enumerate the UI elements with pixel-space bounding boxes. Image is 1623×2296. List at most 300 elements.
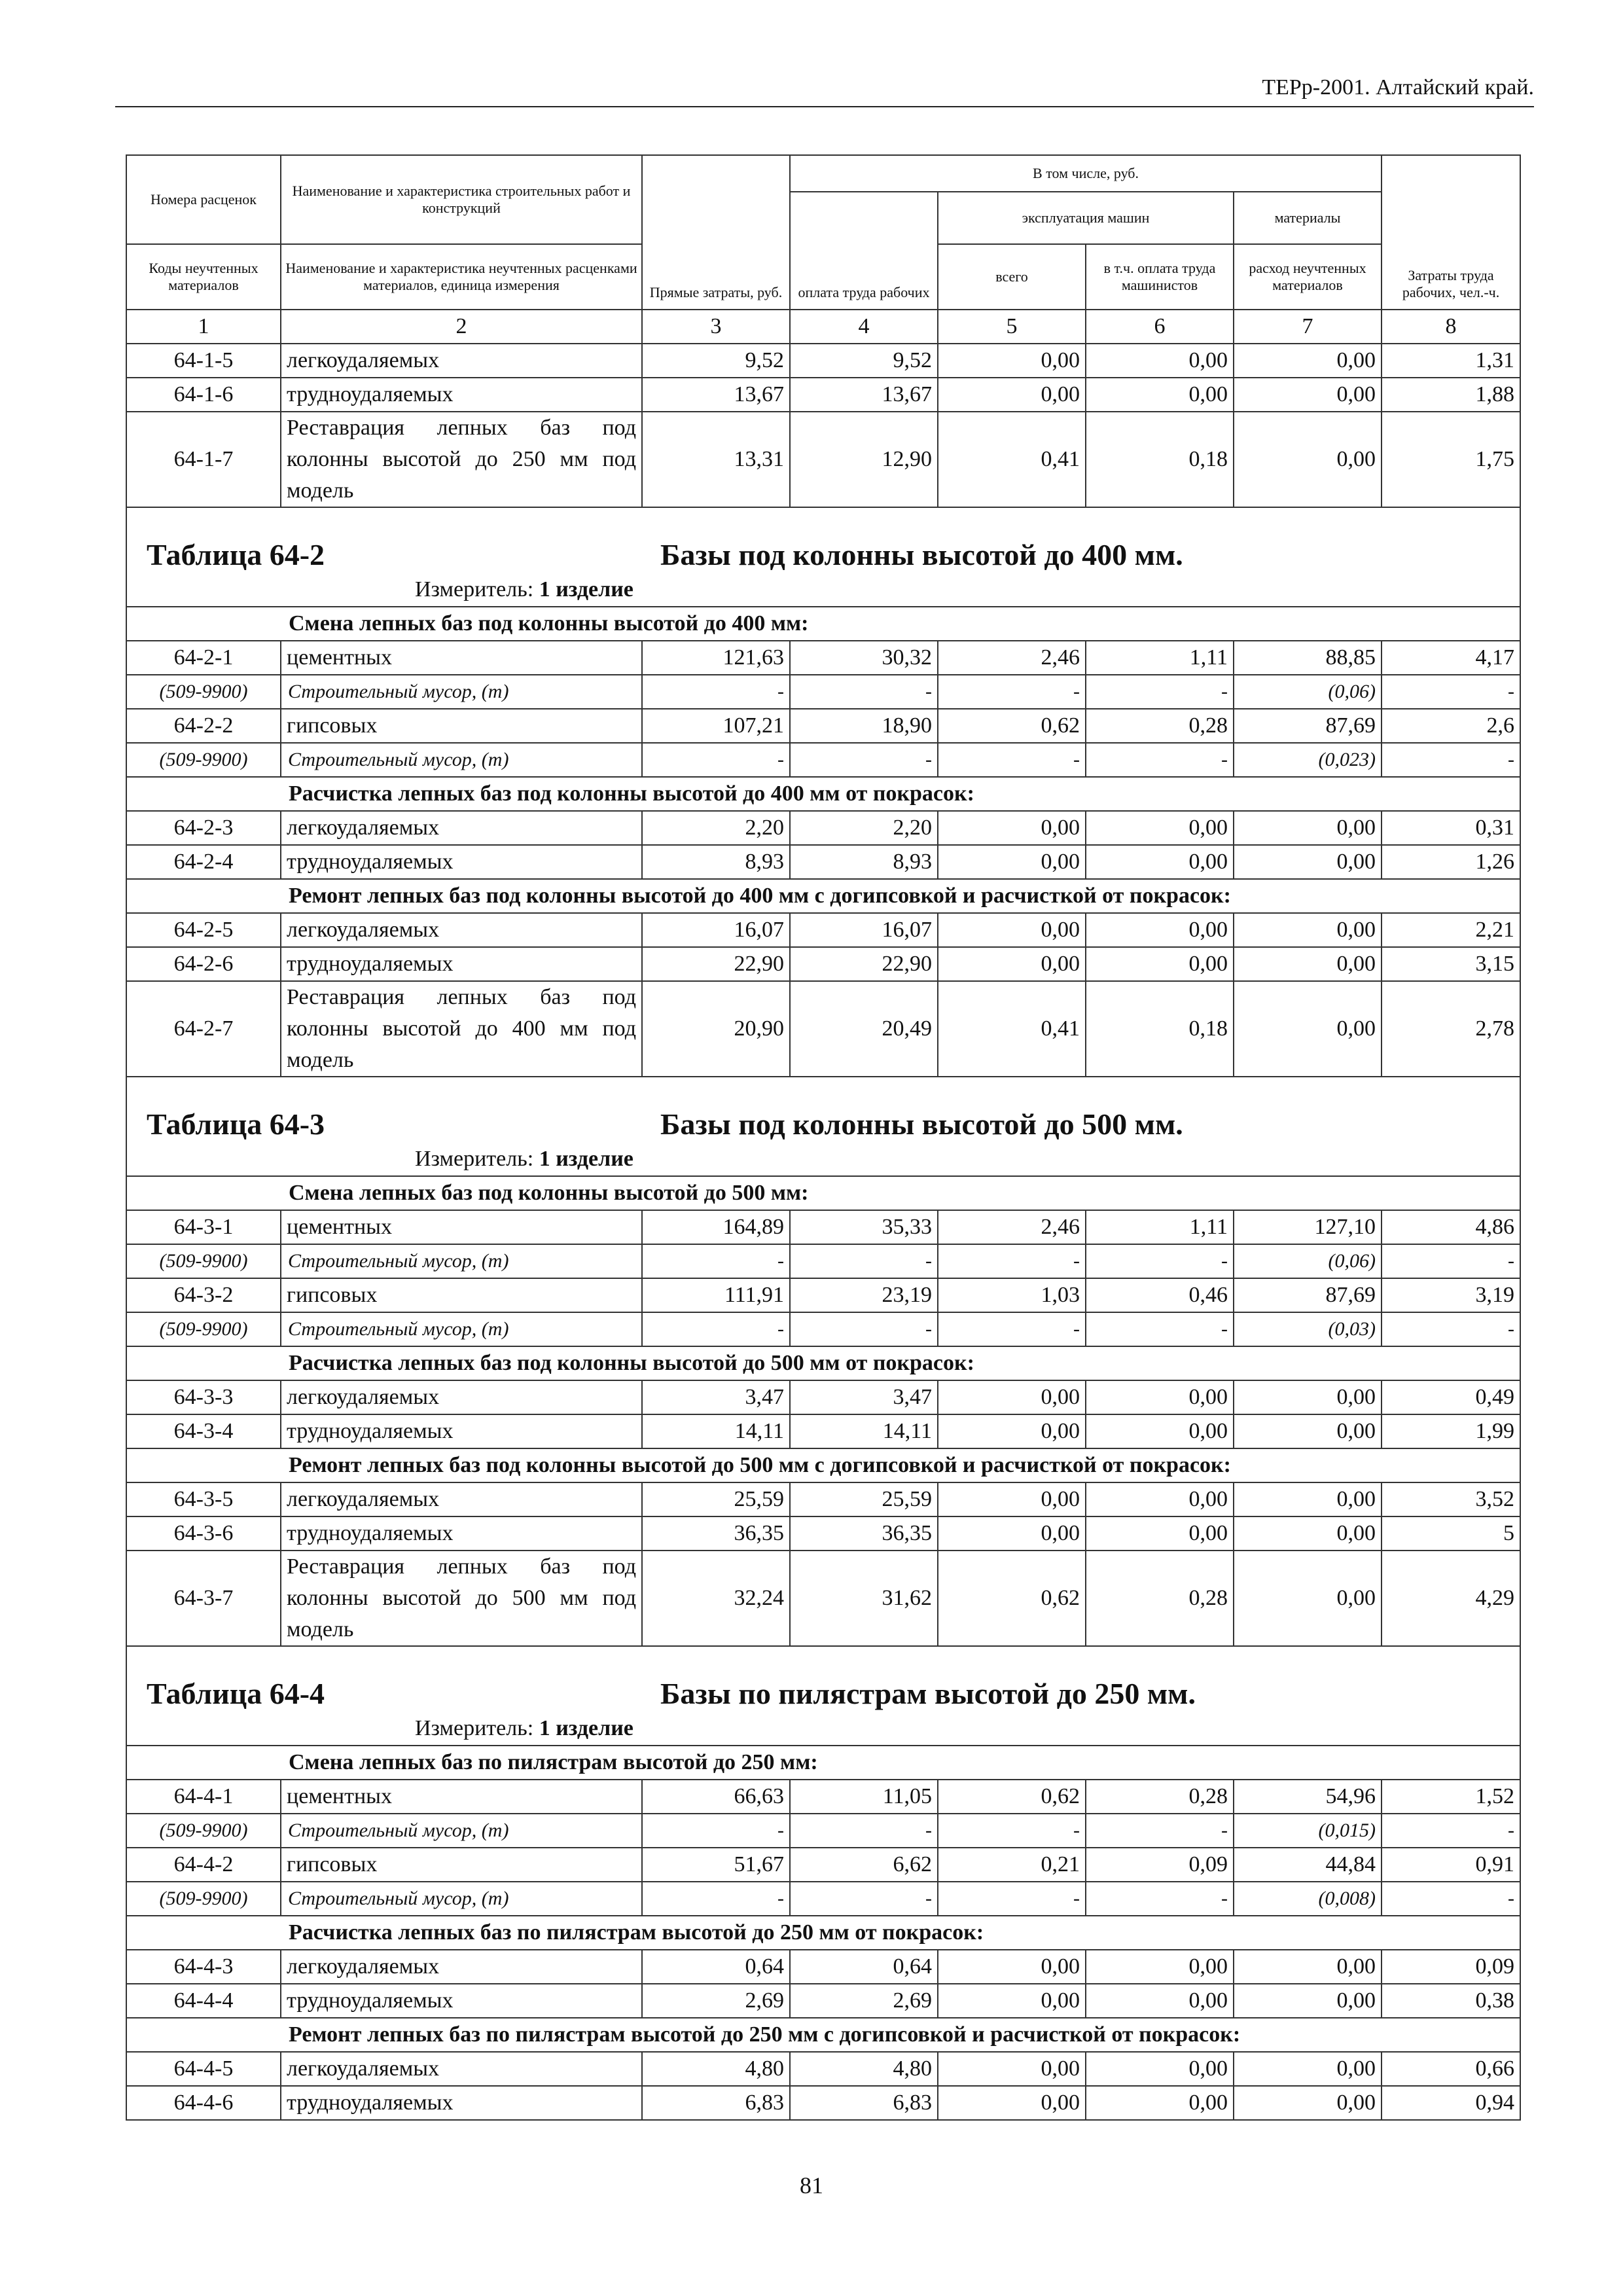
- labor-wage: 12,90: [790, 412, 938, 507]
- rate-code: 64-4-3: [126, 1950, 281, 1984]
- labor-wage: 0,64: [790, 1950, 938, 1984]
- machines-total: 0,62: [938, 1780, 1086, 1814]
- rate-row: [126, 1516, 1520, 1551]
- machinist-wage: 0,28: [1086, 1780, 1234, 1814]
- rate-name: легкоудаляемых: [281, 344, 642, 378]
- materials-use: (0,023): [1234, 743, 1382, 777]
- section-spacer: [126, 607, 281, 641]
- materials-use: 0,00: [1234, 947, 1382, 981]
- table-number: Таблица 64-3: [147, 1107, 325, 1141]
- table-heading: Базы под колонны высотой до 400 мм.: [660, 538, 1183, 571]
- rate-code: 64-2-1: [126, 641, 281, 675]
- rate-name: трудноудаляемых: [281, 1414, 642, 1448]
- machinist-wage: -: [1086, 1244, 1234, 1278]
- rate-code: 64-3-3: [126, 1380, 281, 1414]
- materials-use: 54,96: [1234, 1780, 1382, 1814]
- header-col6: в т.ч. оплата труда машинистов: [1086, 244, 1234, 310]
- labor-wage: 30,32: [790, 641, 938, 675]
- rate-row: [126, 1950, 1520, 1984]
- labor-hours: 1,99: [1382, 1414, 1520, 1448]
- machines-total: 0,00: [938, 2052, 1086, 2086]
- labor-wage: -: [790, 1244, 938, 1278]
- direct-cost: 51,67: [642, 1848, 790, 1882]
- section-heading-row: [126, 1746, 1520, 1780]
- rate-row: [126, 641, 1520, 675]
- section-heading-row: [126, 1448, 1520, 1482]
- section-spacer: [126, 1176, 281, 1210]
- direct-cost: 16,07: [642, 913, 790, 947]
- table-title: [147, 1106, 1514, 1143]
- machinist-wage: -: [1086, 1882, 1234, 1916]
- rate-name: легкоудаляемых: [281, 1950, 642, 1984]
- table-title-cell: [126, 1077, 1520, 1143]
- materials-use: 0,00: [1234, 2086, 1382, 2120]
- rate-row: [126, 845, 1520, 879]
- labor-wage: 16,07: [790, 913, 938, 947]
- labor-hours: 1,26: [1382, 845, 1520, 879]
- labor-hours: -: [1382, 1244, 1520, 1278]
- rate-name: гипсовых: [281, 709, 642, 743]
- machines-total: 0,00: [938, 947, 1086, 981]
- section-heading: Ремонт лепных баз по пилястрам высотой до 250 мм с догипсовкой и расчисткой от покрасок:: [281, 2018, 1520, 2052]
- direct-cost: 9,52: [642, 344, 790, 378]
- rate-row: [126, 344, 1520, 378]
- machines-total: 0,00: [938, 1950, 1086, 1984]
- measure-value: 1 изделие: [539, 1716, 633, 1740]
- direct-cost: 4,80: [642, 2052, 790, 2086]
- direct-cost: -: [642, 743, 790, 777]
- rate-name: трудноудаляемых: [281, 845, 642, 879]
- materials-use: (0,008): [1234, 1882, 1382, 1916]
- rate-row: [126, 1380, 1520, 1414]
- materials-use: 0,00: [1234, 412, 1382, 507]
- header-col2-bottom: Наименование и характеристика неучтенных расценками материалов, единица измерения: [281, 244, 642, 310]
- rate-name: цементных: [281, 1780, 642, 1814]
- labor-wage: 35,33: [790, 1210, 938, 1244]
- machines-total: 0,00: [938, 2086, 1086, 2120]
- rate-name: трудноудаляемых: [281, 1516, 642, 1551]
- table-heading: Базы по пилястрам высотой до 250 мм.: [660, 1677, 1196, 1710]
- labor-hours: 4,86: [1382, 1210, 1520, 1244]
- table-number: Таблица 64-2: [147, 538, 325, 571]
- labor-wage: -: [790, 1814, 938, 1848]
- material-row: [126, 743, 1520, 777]
- material-name: Строительный мусор, (т): [281, 743, 642, 777]
- page-header: ТЕРр-2001. Алтайский край.: [115, 73, 1534, 107]
- section-heading: Ремонт лепных баз под колонны высотой до 500 мм с догипсовкой и расчисткой от покрасок:: [281, 1448, 1520, 1482]
- section-heading: Расчистка лепных баз под колонны высотой до 400 мм от покрасок:: [281, 777, 1520, 811]
- labor-hours: 1,88: [1382, 378, 1520, 412]
- machines-total: 0,62: [938, 1551, 1086, 1646]
- table-title: [147, 1676, 1514, 1712]
- machinist-wage: 0,28: [1086, 1551, 1234, 1646]
- labor-hours: 0,66: [1382, 2052, 1520, 2086]
- rate-name: легкоудаляемых: [281, 1482, 642, 1516]
- machines-total: 0,00: [938, 913, 1086, 947]
- materials-use: 88,85: [1234, 641, 1382, 675]
- rate-row: [126, 378, 1520, 412]
- machinist-wage: 0,00: [1086, 1414, 1234, 1448]
- labor-hours: 5: [1382, 1516, 1520, 1551]
- rate-code: 64-2-3: [126, 811, 281, 845]
- machines-total: 0,62: [938, 709, 1086, 743]
- section-spacer: [126, 1916, 281, 1950]
- labor-wage: 36,35: [790, 1516, 938, 1551]
- rate-code: 64-2-2: [126, 709, 281, 743]
- rate-row: [126, 412, 1520, 507]
- section-heading: Расчистка лепных баз по пилястрам высотой до 250 мм от покрасок:: [281, 1916, 1520, 1950]
- col-number: 6: [1086, 310, 1234, 344]
- materials-use: 0,00: [1234, 1482, 1382, 1516]
- direct-cost: 32,24: [642, 1551, 790, 1646]
- measure-value: 1 изделие: [539, 577, 633, 601]
- machines-total: 0,21: [938, 1848, 1086, 1882]
- machinist-wage: 0,00: [1086, 2086, 1234, 2120]
- machines-total: -: [938, 675, 1086, 709]
- materials-use: 0,00: [1234, 378, 1382, 412]
- section-spacer: [126, 879, 281, 913]
- direct-cost: -: [642, 1814, 790, 1848]
- machinist-wage: -: [1086, 743, 1234, 777]
- material-name: Строительный мусор, (т): [281, 1882, 642, 1916]
- rate-code: 64-3-5: [126, 1482, 281, 1516]
- materials-use: 0,00: [1234, 913, 1382, 947]
- labor-hours: 2,78: [1382, 981, 1520, 1077]
- rate-row: [126, 811, 1520, 845]
- section-spacer: [126, 2018, 281, 2052]
- machinist-wage: 0,00: [1086, 947, 1234, 981]
- header-col8: Затраты труда рабочих, чел.-ч.: [1382, 155, 1520, 310]
- machines-total: 2,46: [938, 641, 1086, 675]
- materials-use: 0,00: [1234, 1414, 1382, 1448]
- labor-wage: 8,93: [790, 845, 938, 879]
- labor-wage: 23,19: [790, 1278, 938, 1312]
- rate-name: гипсовых: [281, 1278, 642, 1312]
- labor-wage: 18,90: [790, 709, 938, 743]
- rate-name: трудноудаляемых: [281, 1984, 642, 2018]
- machinist-wage: 1,11: [1086, 1210, 1234, 1244]
- rate-row: [126, 981, 1520, 1077]
- rate-row: [126, 1482, 1520, 1516]
- direct-cost: 25,59: [642, 1482, 790, 1516]
- rate-name: легкоудаляемых: [281, 2052, 642, 2086]
- rate-code: 64-3-1: [126, 1210, 281, 1244]
- rate-name: легкоудаляемых: [281, 913, 642, 947]
- machinist-wage: -: [1086, 1312, 1234, 1346]
- header-col1-bottom: Коды неучтенных материалов: [126, 244, 281, 310]
- labor-hours: 1,52: [1382, 1780, 1520, 1814]
- rate-code: 64-2-6: [126, 947, 281, 981]
- rate-code: 64-3-6: [126, 1516, 281, 1551]
- labor-hours: 2,6: [1382, 709, 1520, 743]
- labor-wage: 20,49: [790, 981, 938, 1077]
- section-heading: Смена лепных баз по пилястрам высотой до 250 мм:: [281, 1746, 1520, 1780]
- machinist-wage: 0,00: [1086, 1482, 1234, 1516]
- labor-hours: 0,94: [1382, 2086, 1520, 2120]
- measure-cell: [126, 1712, 1520, 1746]
- rate-row: [126, 2086, 1520, 2120]
- labor-hours: -: [1382, 1814, 1520, 1848]
- measure-row: [126, 573, 1520, 607]
- machines-total: 0,00: [938, 1482, 1086, 1516]
- labor-hours: 3,19: [1382, 1278, 1520, 1312]
- direct-cost: 164,89: [642, 1210, 790, 1244]
- material-name: Строительный мусор, (т): [281, 1312, 642, 1346]
- labor-hours: -: [1382, 675, 1520, 709]
- direct-cost: 111,91: [642, 1278, 790, 1312]
- direct-cost: 13,31: [642, 412, 790, 507]
- table-title-cell: [126, 1646, 1520, 1712]
- material-name: Строительный мусор, (т): [281, 675, 642, 709]
- machines-total: -: [938, 1882, 1086, 1916]
- material-code: (509-9900): [126, 1814, 281, 1848]
- direct-cost: 20,90: [642, 981, 790, 1077]
- rate-name: легкоудаляемых: [281, 1380, 642, 1414]
- materials-use: 0,00: [1234, 1950, 1382, 1984]
- section-heading: Расчистка лепных баз под колонны высотой до 500 мм от покрасок:: [281, 1346, 1520, 1380]
- section-heading-row: [126, 607, 1520, 641]
- labor-wage: 22,90: [790, 947, 938, 981]
- direct-cost: -: [642, 1882, 790, 1916]
- rate-name: Реставрация лепных баз под колонны высотой до 400 мм под модель: [281, 981, 642, 1077]
- rate-row: [126, 1278, 1520, 1312]
- rate-code: 64-3-4: [126, 1414, 281, 1448]
- direct-cost: 3,47: [642, 1380, 790, 1414]
- rate-code: 64-2-4: [126, 845, 281, 879]
- rate-row: [126, 1848, 1520, 1882]
- machinist-wage: 0,09: [1086, 1848, 1234, 1882]
- measure-label: Измеритель:: [415, 1716, 534, 1740]
- labor-wage: 4,80: [790, 2052, 938, 2086]
- material-code: (509-9900): [126, 675, 281, 709]
- labor-wage: -: [790, 1312, 938, 1346]
- machines-total: 2,46: [938, 1210, 1086, 1244]
- machinist-wage: 0,00: [1086, 1516, 1234, 1551]
- table-heading: Базы под колонны высотой до 500 мм.: [660, 1107, 1183, 1141]
- rate-code: 64-1-5: [126, 344, 281, 378]
- material-code: (509-9900): [126, 1312, 281, 1346]
- machines-total: 0,00: [938, 1516, 1086, 1551]
- table-title-row: [126, 507, 1520, 573]
- labor-wage: 6,62: [790, 1848, 938, 1882]
- section-spacer: [126, 777, 281, 811]
- header-col3: Прямые затраты, руб.: [642, 155, 790, 310]
- rate-code: 64-1-6: [126, 378, 281, 412]
- materials-use: 87,69: [1234, 709, 1382, 743]
- direct-cost: 66,63: [642, 1780, 790, 1814]
- machines-total: 0,00: [938, 811, 1086, 845]
- rate-code: 64-1-7: [126, 412, 281, 507]
- rate-code: 64-4-1: [126, 1780, 281, 1814]
- rate-code: 64-4-4: [126, 1984, 281, 2018]
- material-code: (509-9900): [126, 743, 281, 777]
- table-title-cell: [126, 507, 1520, 573]
- measure-cell: [126, 573, 1520, 607]
- machines-total: 0,41: [938, 412, 1086, 507]
- table-number: Таблица 64-4: [147, 1677, 325, 1710]
- col-number: 8: [1382, 310, 1520, 344]
- rate-row: [126, 1210, 1520, 1244]
- measure: [127, 574, 1514, 605]
- labor-hours: 0,49: [1382, 1380, 1520, 1414]
- labor-hours: 2,21: [1382, 913, 1520, 947]
- machinist-wage: 0,00: [1086, 811, 1234, 845]
- machines-total: 0,00: [938, 845, 1086, 879]
- machines-total: 0,00: [938, 1414, 1086, 1448]
- measure: [127, 1143, 1514, 1175]
- header-machines: эксплуатация машин: [938, 192, 1234, 244]
- labor-hours: 4,17: [1382, 641, 1520, 675]
- page-number: 81: [800, 2172, 823, 2198]
- table-title-row: [126, 1646, 1520, 1712]
- materials-use: 44,84: [1234, 1848, 1382, 1882]
- header-col4: оплата труда рабочих: [790, 192, 938, 310]
- machines-total: 0,00: [938, 1984, 1086, 2018]
- material-row: [126, 1882, 1520, 1916]
- labor-wage: -: [790, 675, 938, 709]
- materials-use: (0,03): [1234, 1312, 1382, 1346]
- machinist-wage: -: [1086, 1814, 1234, 1848]
- labor-hours: 0,31: [1382, 811, 1520, 845]
- rate-name: трудноудаляемых: [281, 2086, 642, 2120]
- section-heading-row: [126, 777, 1520, 811]
- labor-hours: -: [1382, 1882, 1520, 1916]
- labor-wage: -: [790, 743, 938, 777]
- rate-code: 64-3-7: [126, 1551, 281, 1646]
- measure-cell: [126, 1143, 1520, 1176]
- material-row: [126, 1814, 1520, 1848]
- labor-wage: 25,59: [790, 1482, 938, 1516]
- rate-row: [126, 709, 1520, 743]
- labor-hours: 0,38: [1382, 1984, 1520, 2018]
- direct-cost: 121,63: [642, 641, 790, 675]
- machines-total: 0,41: [938, 981, 1086, 1077]
- direct-cost: 36,35: [642, 1516, 790, 1551]
- section-heading-row: [126, 1916, 1520, 1950]
- direct-cost: 22,90: [642, 947, 790, 981]
- labor-hours: 0,09: [1382, 1950, 1520, 1984]
- col-number: 1: [126, 310, 281, 344]
- material-code: (509-9900): [126, 1882, 281, 1916]
- direct-cost: 14,11: [642, 1414, 790, 1448]
- materials-use: 0,00: [1234, 1984, 1382, 2018]
- materials-use: (0,06): [1234, 1244, 1382, 1278]
- document-body: [126, 154, 1520, 2121]
- labor-hours: -: [1382, 1312, 1520, 1346]
- rate-name: цементных: [281, 1210, 642, 1244]
- rates-table: [126, 154, 1521, 2121]
- materials-use: 0,00: [1234, 1380, 1382, 1414]
- header-col1-top: Номера расценок: [126, 155, 281, 244]
- labor-hours: 1,75: [1382, 412, 1520, 507]
- rate-name: легкоудаляемых: [281, 811, 642, 845]
- rate-row: [126, 2052, 1520, 2086]
- header-col7: расход неучтенных материалов: [1234, 244, 1382, 310]
- machinist-wage: 0,18: [1086, 412, 1234, 507]
- labor-hours: 3,15: [1382, 947, 1520, 981]
- machines-total: 0,00: [938, 344, 1086, 378]
- direct-cost: -: [642, 1244, 790, 1278]
- rate-row: [126, 947, 1520, 981]
- rate-name: трудноудаляемых: [281, 378, 642, 412]
- labor-wage: 6,83: [790, 2086, 938, 2120]
- rate-name: гипсовых: [281, 1848, 642, 1882]
- direct-cost: 0,64: [642, 1950, 790, 1984]
- measure-row: [126, 1712, 1520, 1746]
- labor-wage: 11,05: [790, 1780, 938, 1814]
- table-title-row: [126, 1077, 1520, 1143]
- direct-cost: 8,93: [642, 845, 790, 879]
- rate-name: Реставрация лепных баз под колонны высотой до 250 мм под модель: [281, 412, 642, 507]
- rate-name: Реставрация лепных баз под колонны высотой до 500 мм под модель: [281, 1551, 642, 1646]
- rate-row: [126, 913, 1520, 947]
- header-col5: всего: [938, 244, 1086, 310]
- direct-cost: -: [642, 1312, 790, 1346]
- machinist-wage: 0,00: [1086, 1950, 1234, 1984]
- rate-row: [126, 1984, 1520, 2018]
- col-number: 2: [281, 310, 642, 344]
- materials-use: 0,00: [1234, 845, 1382, 879]
- measure-row: [126, 1143, 1520, 1176]
- material-row: [126, 1312, 1520, 1346]
- col-number: 4: [790, 310, 938, 344]
- section-heading-row: [126, 1346, 1520, 1380]
- materials-use: 0,00: [1234, 1551, 1382, 1646]
- section-heading: Смена лепных баз под колонны высотой до 500 мм:: [281, 1176, 1520, 1210]
- header-row-1: [126, 155, 1520, 192]
- direct-cost: 2,20: [642, 811, 790, 845]
- labor-wage: 13,67: [790, 378, 938, 412]
- rate-row: [126, 1414, 1520, 1448]
- rate-row: [126, 1551, 1520, 1646]
- machinist-wage: 0,00: [1086, 845, 1234, 879]
- materials-use: 0,00: [1234, 2052, 1382, 2086]
- section-heading: Смена лепных баз под колонны высотой до 400 мм:: [281, 607, 1520, 641]
- machinist-wage: 1,11: [1086, 641, 1234, 675]
- materials-use: 0,00: [1234, 811, 1382, 845]
- column-numbers-row: [126, 310, 1520, 344]
- labor-wage: 9,52: [790, 344, 938, 378]
- material-name: Строительный мусор, (т): [281, 1814, 642, 1848]
- labor-hours: 1,31: [1382, 344, 1520, 378]
- material-row: [126, 1244, 1520, 1278]
- machinist-wage: 0,00: [1086, 344, 1234, 378]
- machinist-wage: 0,00: [1086, 1380, 1234, 1414]
- section-spacer: [126, 1346, 281, 1380]
- measure-value: 1 изделие: [539, 1147, 633, 1171]
- machinist-wage: 0,46: [1086, 1278, 1234, 1312]
- header-in-total: В том числе, руб.: [790, 155, 1382, 192]
- section-heading-row: [126, 1176, 1520, 1210]
- rate-code: 64-4-5: [126, 2052, 281, 2086]
- rate-code: 64-4-2: [126, 1848, 281, 1882]
- measure: [127, 1713, 1514, 1744]
- section-heading: Ремонт лепных баз под колонны высотой до 400 мм с догипсовкой и расчисткой от покрасок:: [281, 879, 1520, 913]
- direct-cost: 2,69: [642, 1984, 790, 2018]
- rate-name: трудноудаляемых: [281, 947, 642, 981]
- machinist-wage: 0,28: [1086, 709, 1234, 743]
- table-title: [147, 537, 1514, 573]
- section-spacer: [126, 1746, 281, 1780]
- direct-cost: 107,21: [642, 709, 790, 743]
- measure-label: Измеритель:: [415, 1147, 534, 1171]
- rate-row: [126, 1780, 1520, 1814]
- section-heading-row: [126, 2018, 1520, 2052]
- machines-total: -: [938, 1814, 1086, 1848]
- materials-use: 87,69: [1234, 1278, 1382, 1312]
- labor-wage: 31,62: [790, 1551, 938, 1646]
- machines-total: 0,00: [938, 378, 1086, 412]
